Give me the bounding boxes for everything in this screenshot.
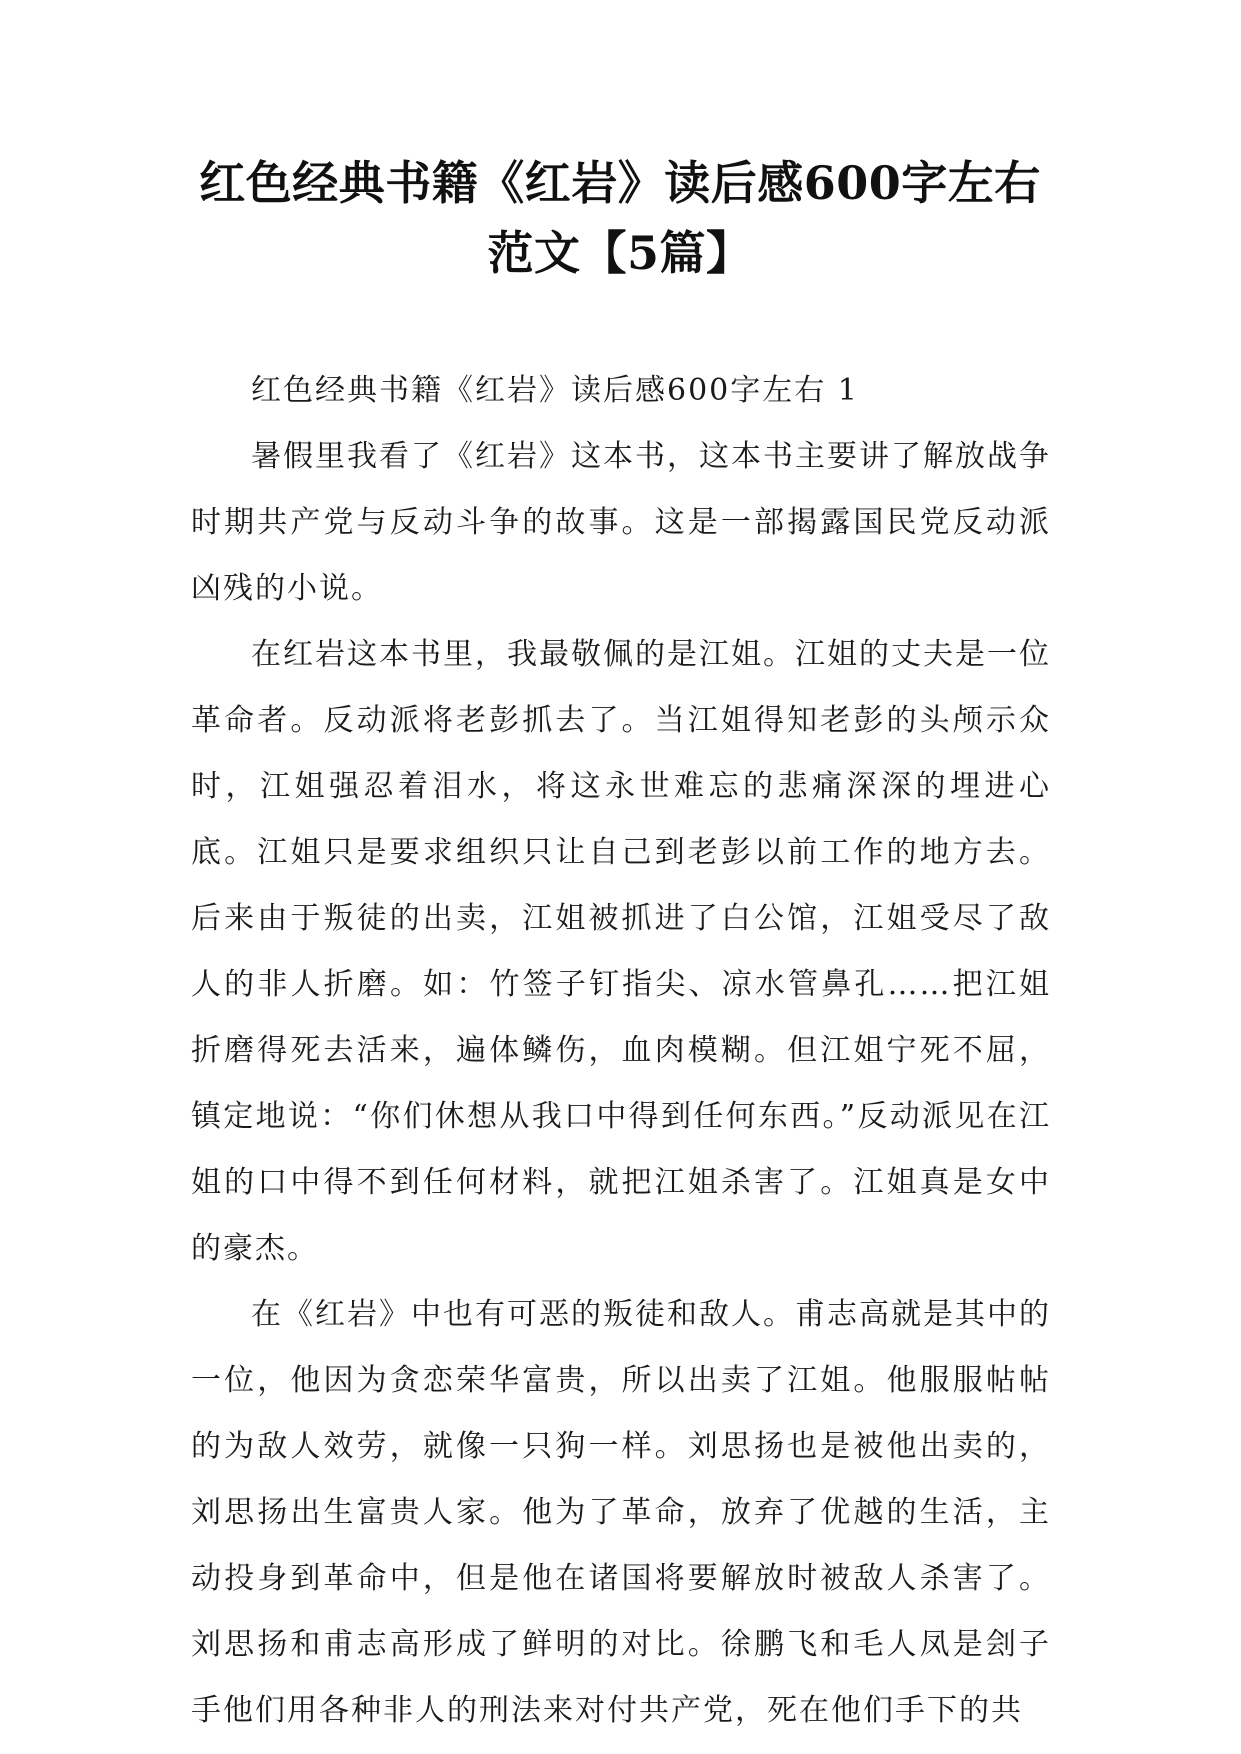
document-body — [191, 358, 1051, 1744]
paragraph: 在《红岩》中也有可恶的叛徒和敌人。甫志高就是其中的一位，他因为贪恋荣华富贵，所以出卖了江姐。他服服帖帖的为敌人效劳，就像一只狗一样。刘思扬也是被他出卖的，刘思扬出生富贵人家。他为了革命，放弃了优越的生活，主动投身到革命中，但是他在诸国将要解放时被敌人杀害了。刘思扬和甫志高形成了鲜明的对比。徐鹏飞和毛人凤是刽子手他们用各种非人的刑法来对付共产党，死在他们手下的共 — [191, 1297, 1051, 1728]
section-heading: 红色经典书籍《红岩》读后感600字左右 1 — [251, 373, 859, 408]
paragraph: 在红岩这本书里，我最敬佩的是江姐。江姐的丈夫是一位革命者。反动派将老彭抓去了。当江姐得知老彭的头颅示众时，江姐强忍着泪水，将这永世难忘的悲痛深深的埋进心底。江姐只是要求组织只让自己到老彭以前工作的地方去。后来由于叛徒的出卖，江姐被抓进了白公馆，江姐受尽了敌人的非人折磨。如：竹签子钉指尖、凉水管鼻孔……把江姐折磨得死去活来，遍体鳞伤，血肉模糊。但江姐宁死不屈，镇定地说：“你们休想从我口中得到任何东西。”反动派见在江姐的口中得不到任何材料，就把江姐杀害了。江姐真是女中的豪杰。 — [191, 637, 1051, 1266]
document-title: 红色经典书籍《红岩》读后感600字左右范文【5篇】 — [199, 156, 1041, 280]
paragraph: 暑假里我看了《红岩》这本书，这本书主要讲了解放战争时期共产党与反动斗争的故事。这是一部揭露国民党反动派凶残的小说。 — [191, 439, 1051, 606]
